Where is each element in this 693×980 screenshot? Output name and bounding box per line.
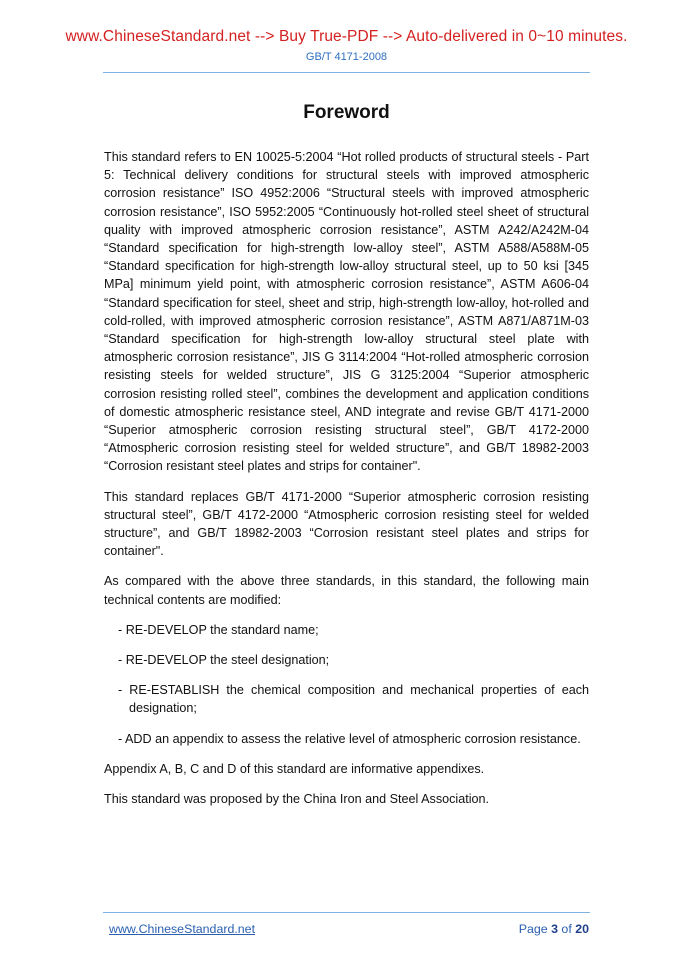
- list-item: - ADD an appendix to assess the relative level of atmospheric corrosion resistance.: [118, 731, 581, 746]
- modifications-list: [104, 621, 589, 748]
- paragraph-proposed-by: This standard was proposed by the China Iron and Steel Association.: [104, 792, 490, 807]
- paragraph-comparison: As compared with the above three standards, in this standard, the following main technical contents are modified:: [104, 574, 589, 607]
- list-item: - RE-DEVELOP the steel designation;: [118, 653, 330, 668]
- footer-divider: [103, 912, 590, 913]
- header-divider: [103, 72, 590, 73]
- page-title: Foreword: [303, 102, 390, 123]
- document-number: GB/T 4171-2008: [305, 51, 388, 63]
- page-prefix: Page: [518, 922, 552, 936]
- promo-banner[interactable]: www.ChineseStandard.net --> Buy True-PDF --> Auto-delivered in 0~10 minutes.: [65, 28, 628, 45]
- footer-website-link[interactable]: www.ChineseStandard.net: [109, 922, 256, 936]
- page-current: 3: [551, 922, 558, 936]
- list-item: - RE-DEVELOP the standard name;: [118, 622, 319, 637]
- paragraph-replaces: This standard replaces GB/T 4171-2000 “Superior atmospheric corrosion resisting structural steel”, GB/T 4172-2000 “Atmospheric corrosion resisting steel for welded structure”, and GB/T 18982-2003 “Corrosion resistant steel plates and strips for container".: [104, 489, 589, 559]
- paragraph-references: This standard refers to EN 10025-5:2004 “Hot rolled products of structural steels - Part 5: Technical delivery conditions for structural steels with improved atmospheric corrosion resistance” ISO 4952:2006 “Structural steels with improved atmospheric corrosion resistance”, ISO 5952:2005 “Continuously hot-rolled steel sheet of structural quality with improved atmospheric corrosion resistance”, ASTM A242/A242M-04 “Standard specification for high-strength low-alloy steel”, ASTM A588/A588M-05 “Standard specification for high-strength low-alloy structural steel, up to 50 ksi [345 MPa] minimum yield point, with atmospheric corrosion resistance”, ASTM A606-04 “Standard specification for steel, sheet and strip, high-strength low-alloy, hot-rolled and cold-rolled, with improved atmospheric corrosion resistance”, ASTM A871/A871M-03 “Standard specification for high-strength low-alloy structural steel plate with atmospheric corrosion resistance”, JIS G 3114:2004 “Hot-rolled atmospheric corrosion resisting steels for welded structure”, JIS G 3125:2004 “Superior atmospheric corrosion resisting rolled steel”, combines the development and application conditions of domestic atmospheric resistance steel, AND integrate and revise GB/T 4171-2000 “Superior atmospheric corrosion resisting structural steel”, GB/T 4172-2000 “Atmospheric corrosion resisting steel for welded structure”, and GB/T 18982-2003 “Corrosion resistant steel plates and strips for container".: [104, 150, 589, 474]
- document-body: [104, 148, 589, 820]
- page-indicator: [519, 922, 589, 936]
- list-item: - RE-ESTABLISH the chemical composition and mechanical properties of each designation;: [118, 683, 589, 716]
- page-total: 20: [575, 922, 589, 936]
- paragraph-appendix: Appendix A, B, C and D of this standard are informative appendixes.: [104, 761, 485, 776]
- page-of: of: [557, 922, 576, 936]
